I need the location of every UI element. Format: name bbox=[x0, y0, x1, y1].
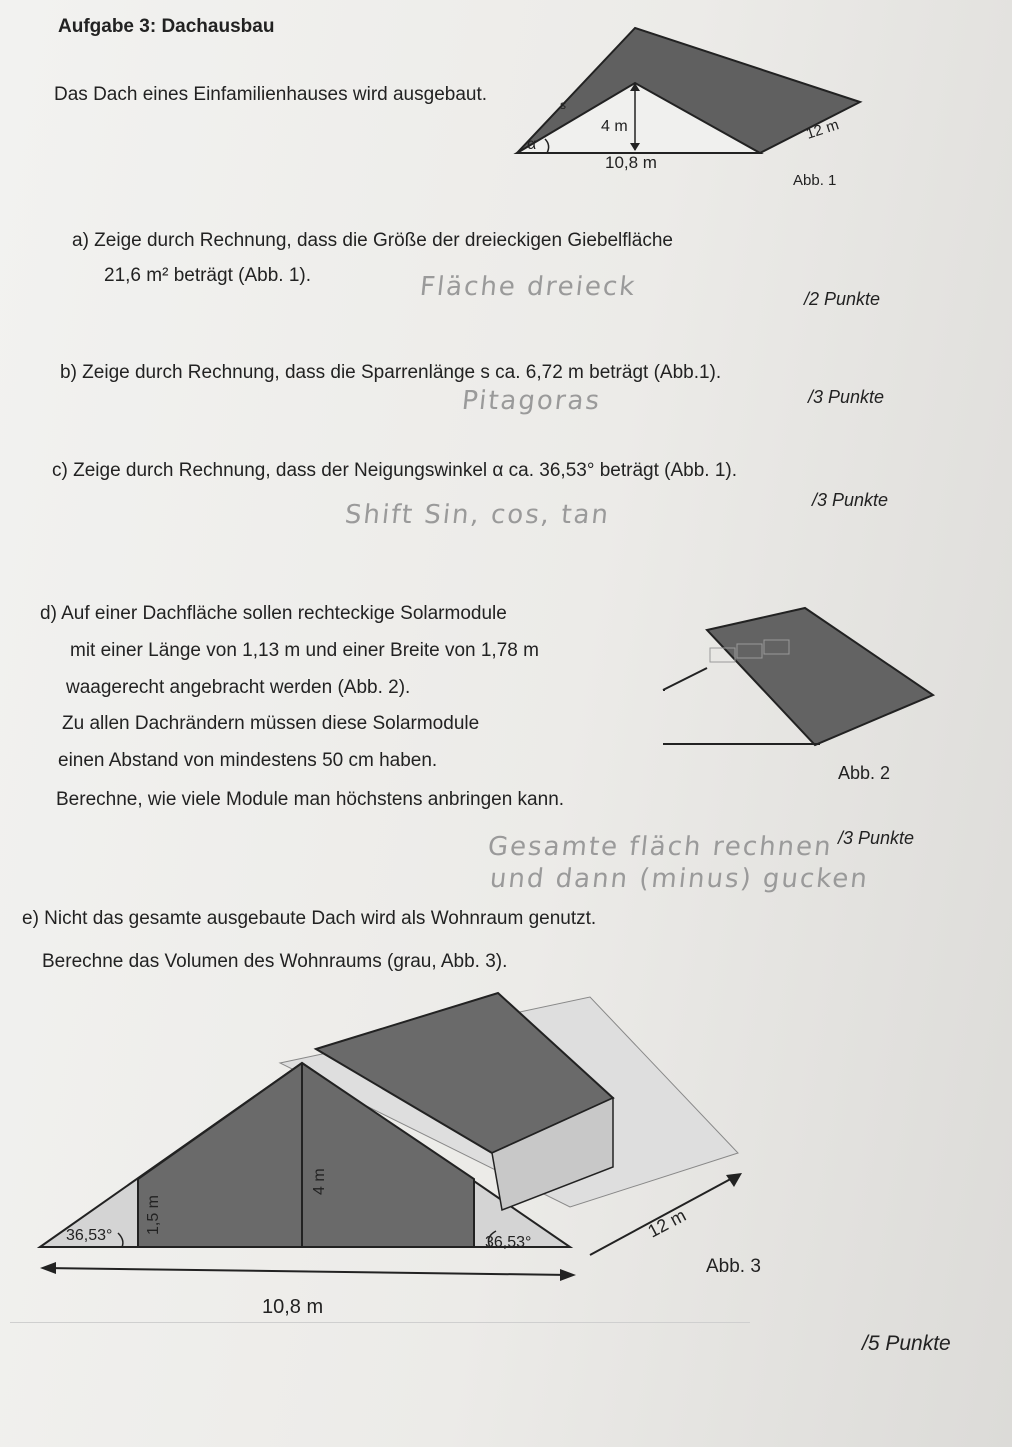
fig1-rafter-label: s bbox=[560, 98, 566, 112]
fig1-angle-label: α bbox=[527, 136, 537, 153]
fig3-length-label: 12 m bbox=[644, 1205, 690, 1242]
handwritten-note-d2: und dann (minus) gucken bbox=[488, 864, 871, 894]
fig3-angle-right: 36,53° bbox=[485, 1234, 532, 1251]
fig3-base-label: 10,8 m bbox=[262, 1296, 324, 1318]
base-arrow-right bbox=[560, 1269, 576, 1281]
handwritten-note-a: Fläche dreieck bbox=[418, 272, 638, 302]
task-d-line4: Zu allen Dachrändern müssen diese Solarmodule bbox=[62, 713, 480, 734]
task-a-line1: a) Zeige durch Rechnung, dass die Größe der dreieckigen Giebelfläche bbox=[72, 230, 673, 251]
handwritten-note-d1: Gesamte fläch rechnen bbox=[486, 832, 835, 862]
figure-2 bbox=[655, 600, 945, 790]
task-c-points: /3 Punkte bbox=[812, 490, 889, 510]
handwritten-note-c: Shift Sin, cos, tan bbox=[343, 500, 612, 530]
base-arrow-left bbox=[40, 1262, 56, 1274]
figure-1 bbox=[505, 25, 885, 200]
roof-edge bbox=[663, 668, 707, 690]
task-a-line2: 21,6 m² beträgt (Abb. 1). bbox=[104, 265, 311, 286]
task-e-line2: Berechne das Volumen des Wohnraums (grau, Abb. 3). bbox=[42, 951, 508, 972]
task-c-text: c) Zeige durch Rechnung, dass der Neigungswinkel α ca. 36,53° beträgt (Abb. 1). bbox=[52, 460, 738, 481]
base-arrow bbox=[44, 1268, 570, 1275]
task-e-line1: e) Nicht das gesamte ausgebaute Dach wird als Wohnraum genutzt. bbox=[22, 908, 597, 929]
fig3-wall-label: 1,5 m bbox=[145, 1194, 162, 1235]
page-title: Aufgabe 3: Dachausbau bbox=[58, 16, 275, 37]
task-d-line3: waagerecht angebracht werden (Abb. 2). bbox=[66, 677, 411, 698]
intro-text: Das Dach eines Einfamilienhauses wird ausgebaut. bbox=[54, 84, 488, 105]
task-b-text: b) Zeige durch Rechnung, dass die Sparrenlänge s ca. 6,72 m beträgt (Abb.1). bbox=[60, 362, 722, 383]
fig1-length-label: 12 m bbox=[803, 116, 841, 143]
task-e-points: /5 Punkte bbox=[862, 1332, 951, 1355]
task-d-line6: Berechne, wie viele Module man höchstens anbringen kann. bbox=[56, 789, 565, 810]
fig3-angle-left: 36,53° bbox=[66, 1227, 113, 1244]
task-d-line1: d) Auf einer Dachfläche sollen rechteckige Solarmodule bbox=[40, 603, 507, 624]
fig3-height-label: 4 m bbox=[311, 1168, 328, 1195]
fig3-caption: Abb. 3 bbox=[706, 1256, 761, 1277]
task-b-points: /3 Punkte bbox=[808, 387, 885, 407]
handwritten-note-b: Pitagoras bbox=[460, 386, 603, 416]
task-d-line2: mit einer Länge von 1,13 m und einer Breite von 1,78 m bbox=[70, 640, 539, 661]
divider-line bbox=[10, 1322, 750, 1323]
fig1-caption: Abb. 1 bbox=[793, 172, 837, 189]
fig1-base-label: 10,8 m bbox=[605, 153, 657, 172]
figure-3 bbox=[30, 985, 790, 1335]
task-d-line5: einen Abstand von mindestens 50 cm haben. bbox=[58, 750, 438, 771]
fig1-height-label: 4 m bbox=[601, 118, 628, 135]
roof-plane-2 bbox=[707, 608, 933, 745]
fig2-caption: Abb. 2 bbox=[838, 763, 891, 783]
task-a-points: /2 Punkte bbox=[804, 289, 881, 309]
task-d-points: /3 Punkte bbox=[838, 828, 915, 848]
